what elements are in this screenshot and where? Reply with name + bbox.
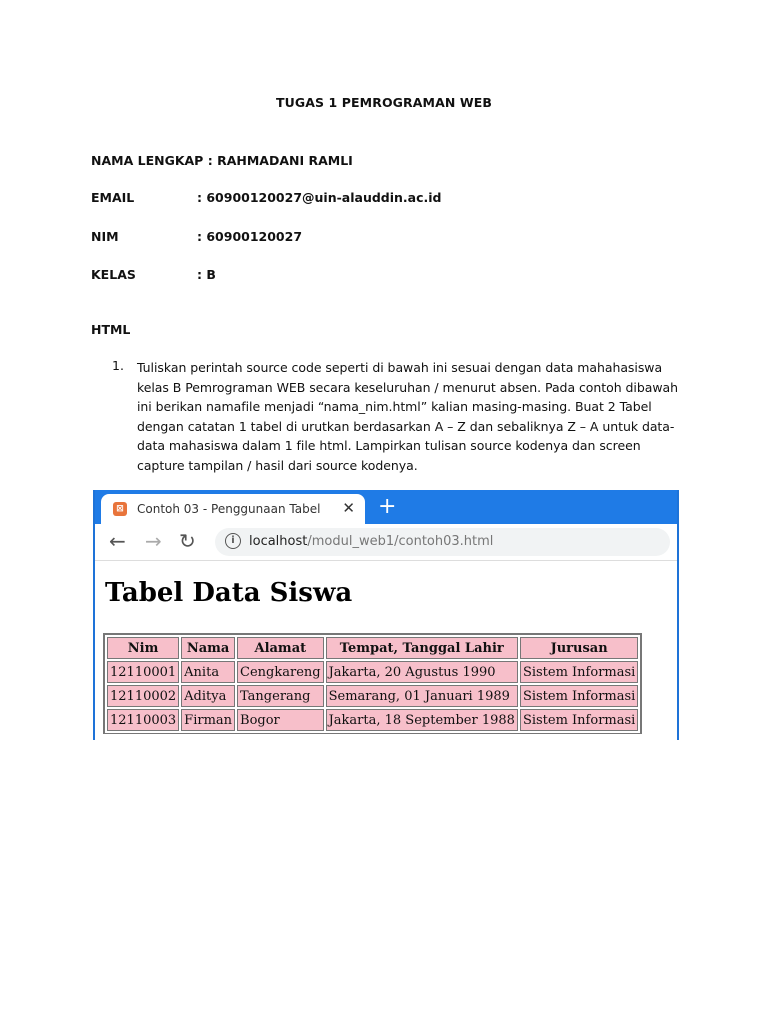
field-nim-label: NIM xyxy=(91,229,119,244)
field-nim xyxy=(91,229,303,244)
cell-jurusan: Sistem Informasi xyxy=(520,661,638,683)
table-row xyxy=(107,709,638,731)
browser-tab[interactable] xyxy=(101,494,365,524)
column-header-nama: Nama xyxy=(181,637,235,659)
cell-alamat: Cengkareng xyxy=(237,661,324,683)
instruction-list xyxy=(112,358,682,475)
browser-bottom-edge xyxy=(95,734,677,740)
table-row xyxy=(107,685,638,707)
cell-ttl: Jakarta, 20 Agustus 1990 xyxy=(326,661,518,683)
table-row xyxy=(107,661,638,683)
field-kelas-value: : B xyxy=(197,267,216,282)
field-email-label: EMAIL xyxy=(91,190,135,205)
cell-nama: Firman xyxy=(181,709,235,731)
url-path: /modul_web1/contoh03.html xyxy=(307,534,494,549)
field-name-label: NAMA LENGKAP xyxy=(91,153,204,168)
column-header-alamat: Alamat xyxy=(237,637,324,659)
document-title: TUGAS 1 PEMROGRAMAN WEB xyxy=(275,95,493,110)
cell-alamat: Bogor xyxy=(237,709,324,731)
field-name xyxy=(91,153,353,168)
url-host: localhost xyxy=(249,534,308,549)
column-header-ttl: Tempat, Tanggal Lahir xyxy=(326,637,518,659)
close-tab-icon[interactable]: ✕ xyxy=(342,499,355,517)
browser-tab-bar xyxy=(95,490,677,524)
page-heading: Tabel Data Siswa xyxy=(105,578,353,608)
address-url[interactable] xyxy=(249,534,493,549)
student-table xyxy=(103,633,642,735)
cell-ttl: Semarang, 01 Januari 1989 xyxy=(326,685,518,707)
reload-icon[interactable]: ↻ xyxy=(179,529,196,553)
new-tab-icon[interactable]: + xyxy=(378,494,397,519)
field-email-value: : 60900120027@uin-alauddin.ac.id xyxy=(197,190,442,205)
cell-ttl: Jakarta, 18 September 1988 xyxy=(326,709,518,731)
cell-nim: 12110002 xyxy=(107,685,179,707)
field-kelas-label: KELAS xyxy=(91,267,136,282)
field-name-value: : RAHMADANI RAMLI xyxy=(207,153,353,168)
cell-jurusan: Sistem Informasi xyxy=(520,709,638,731)
forward-arrow-icon[interactable]: → xyxy=(145,529,162,553)
browser-tab-title: Contoh 03 - Penggunaan Tabel xyxy=(137,502,321,516)
column-header-jurusan: Jurusan xyxy=(520,637,638,659)
field-kelas xyxy=(91,267,216,282)
info-icon[interactable]: i xyxy=(225,533,241,549)
section-heading: HTML xyxy=(91,322,131,337)
cell-nama: Aditya xyxy=(181,685,235,707)
field-email xyxy=(91,190,442,205)
list-item-number: 1. xyxy=(112,358,124,373)
browser-screenshot xyxy=(93,490,679,740)
back-arrow-icon[interactable]: ← xyxy=(109,529,126,553)
cell-jurusan: Sistem Informasi xyxy=(520,685,638,707)
browser-toolbar xyxy=(95,524,677,561)
list-item-text: Tuliskan perintah source code seperti di bawah ini sesuai dengan data mahahasiswa kelas B Pemrograman WEB secara keseluruhan / menurut absen. Pada contoh dibawah ini berikan namafile menjadi “nama_nim.html” kalian masing-masing. Buat 2 Tabel dengan catatan 1 tabel di urutkan berdasarkan A – Z dan sebaliknya Z – A untuk data-data mahasiswa dalam 1 file html. Lampirkan tulisan source kodenya dan screen capture tampilan / hasil dari source kodenya. xyxy=(137,360,678,473)
cell-nim: 12110003 xyxy=(107,709,179,731)
field-nim-value: : 60900120027 xyxy=(197,229,303,244)
table-header-row xyxy=(107,637,638,659)
cell-nama: Anita xyxy=(181,661,235,683)
cell-nim: 12110001 xyxy=(107,661,179,683)
xampp-favicon-icon: ⊠ xyxy=(113,502,127,516)
column-header-nim: Nim xyxy=(107,637,179,659)
cell-alamat: Tangerang xyxy=(237,685,324,707)
address-bar[interactable] xyxy=(215,528,670,556)
